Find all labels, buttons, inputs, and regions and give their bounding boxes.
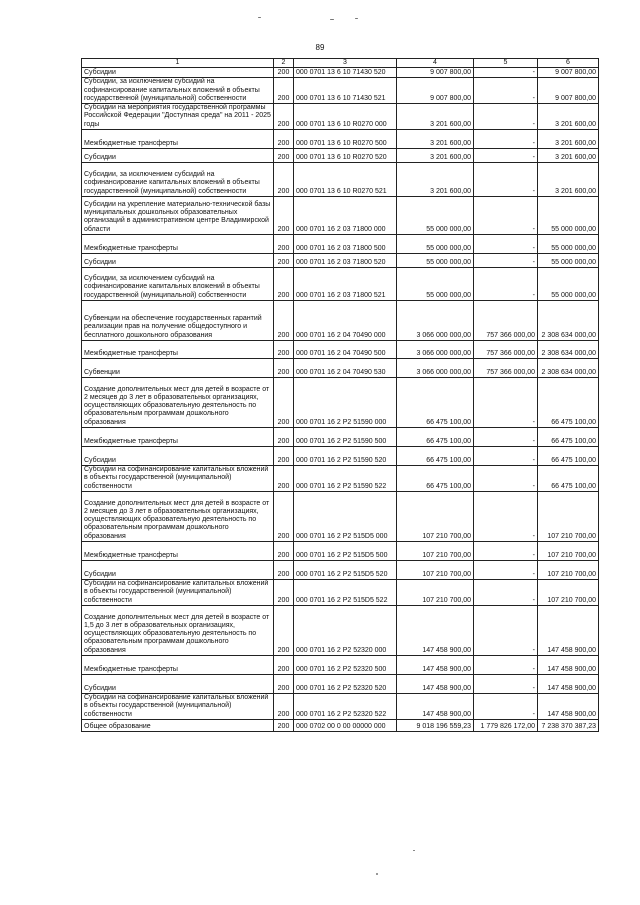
line-code-cell: 200: [274, 104, 294, 130]
budget-code-cell: 000 0701 16 2 03 71800 520: [294, 254, 397, 268]
line-code-cell: 200: [274, 130, 294, 149]
table-row: [82, 580, 599, 606]
line-code-cell: 200: [274, 378, 294, 428]
name-cell: Субсидии: [82, 149, 274, 163]
approved-amount-cell: 66 475 100,00: [397, 466, 474, 492]
name-cell: Субсидии на софинансирование капитальных вложений в объекты государственной (муниципальной) собственности: [82, 466, 274, 492]
table-row: [82, 447, 599, 466]
budget-code-cell: 000 0701 16 2 03 71800 521: [294, 268, 397, 301]
executed-amount-cell: -: [474, 149, 538, 163]
approved-amount-cell: 107 210 700,00: [397, 561, 474, 580]
budget-code-cell: 000 0701 16 2 P2 51590 500: [294, 428, 397, 447]
table-row: [82, 492, 599, 542]
table-row: [82, 235, 599, 254]
approved-amount-cell: 107 210 700,00: [397, 542, 474, 561]
remaining-amount-cell: 55 000 000,00: [538, 197, 599, 235]
table-row: [82, 78, 599, 104]
executed-amount-cell: -: [474, 254, 538, 268]
executed-amount-cell: -: [474, 78, 538, 104]
line-code-cell: 200: [274, 720, 294, 732]
remaining-amount-cell: 55 000 000,00: [538, 235, 599, 254]
scan-speck: [330, 19, 334, 20]
name-cell: Межбюджетные трансферты: [82, 341, 274, 359]
table-row: [82, 197, 599, 235]
approved-amount-cell: 66 475 100,00: [397, 447, 474, 466]
table-row: [82, 149, 599, 163]
budget-code-cell: 000 0701 16 2 P2 52320 000: [294, 606, 397, 656]
budget-code-cell: 000 0701 16 2 P2 515D5 000: [294, 492, 397, 542]
table-row: [82, 542, 599, 561]
column-header: 2: [274, 59, 294, 68]
remaining-amount-cell: 3 201 600,00: [538, 149, 599, 163]
remaining-amount-cell: 66 475 100,00: [538, 447, 599, 466]
approved-amount-cell: 3 201 600,00: [397, 149, 474, 163]
column-header: 1: [82, 59, 274, 68]
approved-amount-cell: 55 000 000,00: [397, 197, 474, 235]
table-row: [82, 428, 599, 447]
name-cell: Субсидии на софинансирование капитальных вложений в объекты государственной (муниципальной) собственности: [82, 694, 274, 720]
table-row: [82, 359, 599, 378]
remaining-amount-cell: 7 238 370 387,23: [538, 720, 599, 732]
table-row: [82, 675, 599, 694]
name-cell: Субсидии на софинансирование капитальных вложений в объекты государственной (муниципальной) собственности: [82, 580, 274, 606]
name-cell: Субсидии: [82, 68, 274, 78]
remaining-amount-cell: 2 308 634 000,00: [538, 359, 599, 378]
name-cell: Создание дополнительных мест для детей в возрасте от 1,5 до 3 лет в образовательных организациях, осуществляющих образовательную деятельность по образовательным программам дошкольного образования: [82, 606, 274, 656]
executed-amount-cell: -: [474, 428, 538, 447]
approved-amount-cell: 55 000 000,00: [397, 268, 474, 301]
remaining-amount-cell: 66 475 100,00: [538, 428, 599, 447]
budget-code-cell: 000 0701 16 2 P2 515D5 520: [294, 561, 397, 580]
name-cell: Субсидии: [82, 447, 274, 466]
line-code-cell: 200: [274, 301, 294, 341]
remaining-amount-cell: 9 007 800,00: [538, 78, 599, 104]
executed-amount-cell: -: [474, 197, 538, 235]
approved-amount-cell: 3 066 000 000,00: [397, 341, 474, 359]
table-row: [82, 378, 599, 428]
budget-code-cell: 000 0701 13 6 10 71430 521: [294, 78, 397, 104]
executed-amount-cell: 757 366 000,00: [474, 341, 538, 359]
approved-amount-cell: 9 007 800,00: [397, 78, 474, 104]
name-cell: Субсидии на укрепление материально-технической базы муниципальных дошкольных образовательных организаций в административном центре Владимирской области: [82, 197, 274, 235]
line-code-cell: 200: [274, 466, 294, 492]
approved-amount-cell: 55 000 000,00: [397, 235, 474, 254]
line-code-cell: 200: [274, 254, 294, 268]
approved-amount-cell: 3 066 000 000,00: [397, 359, 474, 378]
remaining-amount-cell: 2 308 634 000,00: [538, 301, 599, 341]
name-cell: Создание дополнительных мест для детей в возрасте от 2 месяцев до 3 лет в образовательных организациях, осуществляющих образовательную деятельность по образовательным программам дошкольного образования: [82, 378, 274, 428]
scan-speck: [413, 850, 415, 851]
remaining-amount-cell: 3 201 600,00: [538, 104, 599, 130]
approved-amount-cell: 9 007 800,00: [397, 68, 474, 78]
name-cell: Субсидии на мероприятия государственной программы Российской Федерации "Доступная среда" на 2011 - 2025 годы: [82, 104, 274, 130]
table-row: [82, 163, 599, 197]
budget-code-cell: 000 0701 13 6 10 R0270 520: [294, 149, 397, 163]
executed-amount-cell: 757 366 000,00: [474, 301, 538, 341]
page-number: 89: [315, 43, 325, 52]
line-code-cell: 200: [274, 149, 294, 163]
approved-amount-cell: 147 458 900,00: [397, 606, 474, 656]
approved-amount-cell: 107 210 700,00: [397, 492, 474, 542]
executed-amount-cell: -: [474, 68, 538, 78]
line-code-cell: 200: [274, 694, 294, 720]
table-row: [82, 130, 599, 149]
line-code-cell: 200: [274, 561, 294, 580]
budget-code-cell: 000 0701 16 2 03 71800 000: [294, 197, 397, 235]
name-cell: Субсидии, за исключением субсидий на софинансирование капитальных вложений в объекты государственной (муниципальной) собственности: [82, 268, 274, 301]
line-code-cell: 200: [274, 492, 294, 542]
budget-code-cell: 000 0701 16 2 03 71800 500: [294, 235, 397, 254]
approved-amount-cell: 3 201 600,00: [397, 130, 474, 149]
approved-amount-cell: 147 458 900,00: [397, 694, 474, 720]
table-row: [82, 341, 599, 359]
executed-amount-cell: -: [474, 656, 538, 675]
executed-amount-cell: -: [474, 268, 538, 301]
line-code-cell: 200: [274, 606, 294, 656]
name-cell: Субсидии, за исключением субсидий на софинансирование капитальных вложений в объекты государственной (муниципальной) собственности: [82, 78, 274, 104]
name-cell: Субсидии: [82, 561, 274, 580]
line-code-cell: 200: [274, 580, 294, 606]
name-cell: Межбюджетные трансферты: [82, 235, 274, 254]
name-cell: Создание дополнительных мест для детей в возрасте от 2 месяцев до 3 лет в образовательных организациях, осуществляющих образовательную деятельность по образовательным программам дошкольного образования: [82, 492, 274, 542]
executed-amount-cell: -: [474, 694, 538, 720]
column-header: 6: [538, 59, 599, 68]
budget-code-cell: 000 0701 16 2 P2 52320 522: [294, 694, 397, 720]
approved-amount-cell: 3 201 600,00: [397, 104, 474, 130]
name-cell: Общее образование: [82, 720, 274, 732]
remaining-amount-cell: 2 308 634 000,00: [538, 341, 599, 359]
name-cell: Субсидии: [82, 675, 274, 694]
scan-speck: [258, 17, 261, 18]
line-code-cell: 200: [274, 197, 294, 235]
line-code-cell: 200: [274, 542, 294, 561]
line-code-cell: 200: [274, 359, 294, 378]
line-code-cell: 200: [274, 656, 294, 675]
remaining-amount-cell: 66 475 100,00: [538, 466, 599, 492]
budget-table: [81, 58, 599, 732]
remaining-amount-cell: 3 201 600,00: [538, 130, 599, 149]
executed-amount-cell: -: [474, 447, 538, 466]
executed-amount-cell: -: [474, 235, 538, 254]
scan-speck: [376, 873, 378, 875]
budget-code-cell: 000 0701 13 6 10 R0270 000: [294, 104, 397, 130]
remaining-amount-cell: 107 210 700,00: [538, 542, 599, 561]
budget-code-cell: 000 0701 13 6 10 R0270 521: [294, 163, 397, 197]
executed-amount-cell: -: [474, 130, 538, 149]
approved-amount-cell: 107 210 700,00: [397, 580, 474, 606]
header-row: [82, 59, 599, 68]
name-cell: Субсидии: [82, 254, 274, 268]
remaining-amount-cell: 147 458 900,00: [538, 656, 599, 675]
executed-amount-cell: -: [474, 378, 538, 428]
remaining-amount-cell: 107 210 700,00: [538, 580, 599, 606]
table-row: [82, 561, 599, 580]
approved-amount-cell: 3 066 000 000,00: [397, 301, 474, 341]
remaining-amount-cell: 147 458 900,00: [538, 606, 599, 656]
table-row: [82, 720, 599, 732]
column-header: 4: [397, 59, 474, 68]
line-code-cell: 200: [274, 341, 294, 359]
table-row: [82, 694, 599, 720]
table-row: [82, 254, 599, 268]
remaining-amount-cell: 9 007 800,00: [538, 68, 599, 78]
column-header: 5: [474, 59, 538, 68]
line-code-cell: 200: [274, 68, 294, 78]
executed-amount-cell: 757 366 000,00: [474, 359, 538, 378]
name-cell: Межбюджетные трансферты: [82, 428, 274, 447]
executed-amount-cell: -: [474, 606, 538, 656]
budget-code-cell: 000 0701 16 2 04 70490 530: [294, 359, 397, 378]
line-code-cell: 200: [274, 428, 294, 447]
remaining-amount-cell: 3 201 600,00: [538, 163, 599, 197]
table-row: [82, 466, 599, 492]
line-code-cell: 200: [274, 268, 294, 301]
executed-amount-cell: -: [474, 542, 538, 561]
remaining-amount-cell: 66 475 100,00: [538, 378, 599, 428]
budget-code-cell: 000 0702 00 0 00 00000 000: [294, 720, 397, 732]
remaining-amount-cell: 107 210 700,00: [538, 492, 599, 542]
remaining-amount-cell: 55 000 000,00: [538, 254, 599, 268]
budget-code-cell: 000 0701 13 6 10 71430 520: [294, 68, 397, 78]
approved-amount-cell: 55 000 000,00: [397, 254, 474, 268]
executed-amount-cell: -: [474, 492, 538, 542]
approved-amount-cell: 147 458 900,00: [397, 656, 474, 675]
name-cell: Субвенции на обеспечение государственных гарантий реализации прав на получение общедоступного и бесплатного дошкольного образования: [82, 301, 274, 341]
line-code-cell: 200: [274, 235, 294, 254]
table-row: [82, 68, 599, 78]
approved-amount-cell: 66 475 100,00: [397, 428, 474, 447]
name-cell: Межбюджетные трансферты: [82, 542, 274, 561]
budget-code-cell: 000 0701 16 2 P2 515D5 500: [294, 542, 397, 561]
line-code-cell: 200: [274, 447, 294, 466]
executed-amount-cell: -: [474, 561, 538, 580]
name-cell: Межбюджетные трансферты: [82, 656, 274, 675]
approved-amount-cell: 3 201 600,00: [397, 163, 474, 197]
budget-code-cell: 000 0701 16 2 P2 51590 522: [294, 466, 397, 492]
table-row: [82, 104, 599, 130]
remaining-amount-cell: 147 458 900,00: [538, 694, 599, 720]
executed-amount-cell: 1 779 826 172,00: [474, 720, 538, 732]
name-cell: Субвенции: [82, 359, 274, 378]
remaining-amount-cell: 107 210 700,00: [538, 561, 599, 580]
line-code-cell: 200: [274, 675, 294, 694]
executed-amount-cell: -: [474, 466, 538, 492]
remaining-amount-cell: 147 458 900,00: [538, 675, 599, 694]
approved-amount-cell: 147 458 900,00: [397, 675, 474, 694]
budget-code-cell: 000 0701 13 6 10 R0270 500: [294, 130, 397, 149]
approved-amount-cell: 9 018 196 559,23: [397, 720, 474, 732]
executed-amount-cell: -: [474, 580, 538, 606]
executed-amount-cell: -: [474, 104, 538, 130]
line-code-cell: 200: [274, 78, 294, 104]
budget-code-cell: 000 0701 16 2 P2 515D5 522: [294, 580, 397, 606]
scan-speck: [355, 18, 358, 19]
budget-code-cell: 000 0701 16 2 P2 52320 500: [294, 656, 397, 675]
budget-code-cell: 000 0701 16 2 04 70490 000: [294, 301, 397, 341]
executed-amount-cell: -: [474, 163, 538, 197]
table-row: [82, 268, 599, 301]
table-row: [82, 606, 599, 656]
budget-code-cell: 000 0701 16 2 P2 51590 520: [294, 447, 397, 466]
name-cell: Межбюджетные трансферты: [82, 130, 274, 149]
column-header: 3: [294, 59, 397, 68]
approved-amount-cell: 66 475 100,00: [397, 378, 474, 428]
table-row: [82, 656, 599, 675]
budget-code-cell: 000 0701 16 2 P2 52320 520: [294, 675, 397, 694]
executed-amount-cell: -: [474, 675, 538, 694]
budget-code-cell: 000 0701 16 2 P2 51590 000: [294, 378, 397, 428]
remaining-amount-cell: 55 000 000,00: [538, 268, 599, 301]
budget-code-cell: 000 0701 16 2 04 70490 500: [294, 341, 397, 359]
name-cell: Субсидии, за исключением субсидий на софинансирование капитальных вложений в объекты государственной (муниципальной) собственности: [82, 163, 274, 197]
table-row: [82, 301, 599, 341]
line-code-cell: 200: [274, 163, 294, 197]
